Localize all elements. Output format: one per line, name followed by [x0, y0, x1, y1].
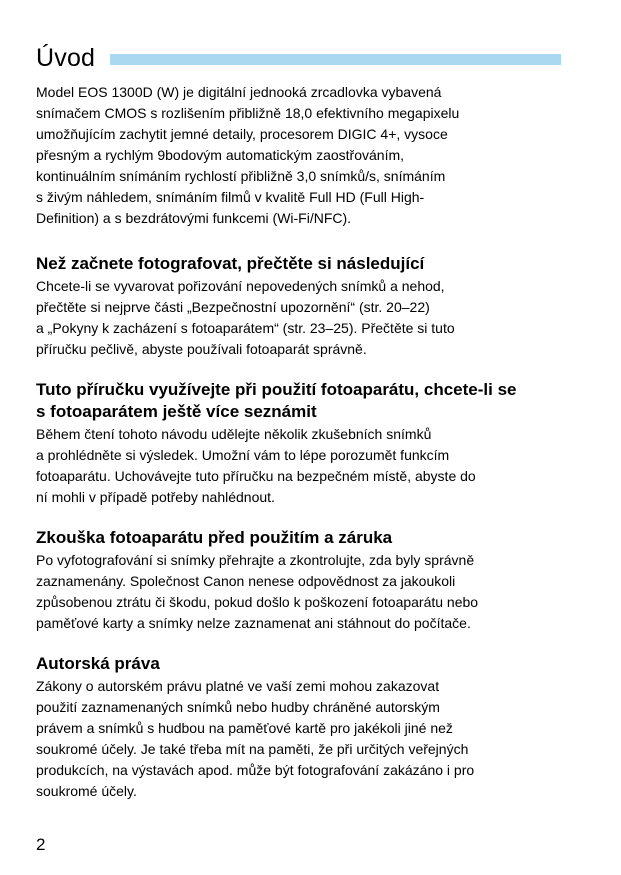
intro-paragraph: Model EOS 1300D (W) je digitální jednooká zrcadlovka vybavená snímačem CMOS s rozlišením přibližně 18,0 efektivního megapixelu umožňujícím zachytit jemné detaily, procesorem DIGIC 4+, vysoce přesným a rychlým 9bodovým automatickým zaostřováním, kontinuálním snímáním rychlostí přibližně 3,0 snímků/s, snímáním s živým náhledem, snímáním filmů v kvalitě Full HD (Full High- Definition) a s bezdrátovými funkcemi (Wi-Fi/NFC).: [36, 84, 460, 226]
section-paragraph: Zákony o autorském právu platné ve vaší zemi mohou zakazovat použití zaznamenaných snímků nebo hudby chráněné autorským právem a snímků s hudbou na paměťové kartě pro jakékoli jiné než soukromé účely. Je také třeba mít na paměti, že při určitých veřejných produkcích, na výstavách apod. může být fotografování zakázáno i pro soukromé účely.: [36, 678, 475, 799]
section-heading: Tuto příručku využívejte při použití fotoaparátu, chcete-li se s fotoaparátem ještě více seznámit: [36, 380, 517, 421]
page-number: 2: [36, 835, 46, 854]
section-heading: Než začnete fotografovat, přečtěte si následující: [36, 254, 425, 273]
title-accent-bar: [110, 54, 561, 65]
section-paragraph: Po vyfotografování si snímky přehrajte a zkontrolujte, zda byly správně zaznamenány. Společnost Canon nenese odpovědnost za jakoukoli způsobenou ztrátu či škodu, pokud došlo k poškození fotoaparátu nebo paměťové karty a snímky nelze zaznamenat ani stáhnout do počítače.: [36, 552, 479, 631]
title-row: [36, 38, 561, 78]
section-before-shooting: [36, 253, 563, 360]
section-heading: Autorská práva: [36, 654, 160, 673]
section-copyright: [36, 653, 563, 802]
section-paragraph: Chcete-li se vyvarovat pořizování nepovedených snímků a nehod, přečtěte si nejprve části „Bezpečnostní upozornění“ (str. 20–22) a „Pokyny k zacházení s fotoaparátem“ (str. 23–25). Přečtěte si tuto příručku pečlivě, abyste používali fotoaparát správně.: [36, 278, 455, 357]
section-heading: Zkouška fotoaparátu před použitím a záruka: [36, 528, 393, 547]
page-content: [36, 82, 563, 802]
section-test-warranty: [36, 527, 563, 634]
section-paragraph: Během čtení tohoto návodu udělejte několik zkušebních snímků a prohlédněte si výsledek. Umožní vám to lépe porozumět funkcím fotoaparátu. Uchovávejte tuto příručku na bezpečném místě, abyste do ní mohli v případě potřeby nahlédnout.: [36, 426, 476, 505]
page-title: Úvod: [36, 44, 96, 72]
section-use-manual: [36, 379, 563, 508]
